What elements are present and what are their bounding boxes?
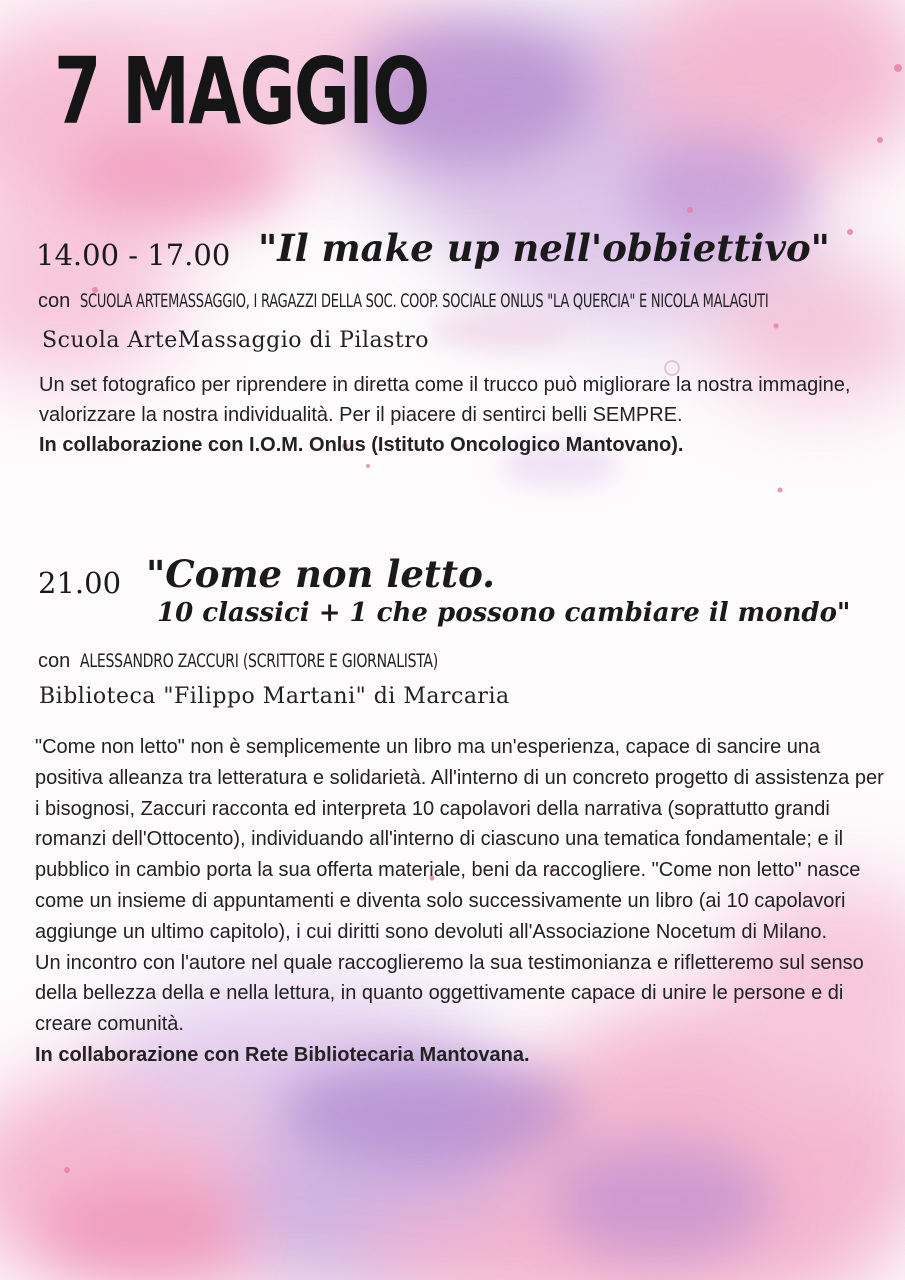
event-2-description-block (35, 732, 887, 1071)
event-2-collaboration: In collaborazione con Rete Bibliotecaria Mantovana. (35, 1043, 530, 1066)
event-2-guests-line (38, 650, 517, 673)
event-2-title-line2: 10 classici + 1 che possono cambiare il mondo" (157, 598, 851, 628)
event-1-description: Un set fotografico per riprendere in diretta come il trucco può migliorare la nostra immagine, valorizzare la nostra individualità. Per il piacere di sentirci belli SEMPRE. (39, 374, 851, 426)
date-heading: 7 MAGGIO (54, 38, 429, 145)
event-1-title: "Il make up nell'obbiettivo" (258, 226, 830, 270)
event-2-con-label: con (38, 650, 71, 672)
event-2-venue: Biblioteca "Filippo Martani" di Marcaria (39, 684, 510, 709)
event-1-time: 14.00 - 17.00 (36, 238, 231, 272)
event-1-guests: SCUOLA ARTEMASSAGGIO, I RAGAZZI DELLA SOC. COOP. SOCIALE ONLUS "LA QUERCIA" E NICOLA MALAGUTI (80, 290, 769, 312)
event-1-collaboration: In collaborazione con I.O.M. Onlus (Istituto Oncologico Mantovano). (39, 434, 684, 456)
event-1-venue: Scuola ArteMassaggio di Pilastro (42, 328, 429, 353)
event-1-description-block (39, 370, 889, 460)
event-2-description-2: Un incontro con l'autore nel quale raccoglieremo la sua testimonianza e rifletteremo sul senso della bellezza della e nella lettura, in quanto oggettivamente capace di unire le persone e di creare comunità. (35, 951, 864, 1036)
event-2-guests: ALESSANDRO ZACCURI (SCRITTORE E GIORNALISTA) (80, 650, 439, 672)
event-2-description-1: "Come non letto" non è semplicemente un libro ma un'esperienza, capace di sancire una positiva alleanza tra letteratura e solidarietà. All'interno di un concreto progetto di assistenza per i bisognosi, Zaccuri racconta ed interpreta 10 capolavori della narrativa (soprattutto grandi romanzi dell'Ottocento), individuando all'interno di ciascuno una tematica fondamentale; e il pubblico in cambio porta la sua offerta materiale, beni da raccogliere. "Come non letto" nasce come un insieme di appuntamenti e diventa solo successivamente un libro (ai 10 capolavori aggiunge un ultimo capitolo), i cui diritti sono devoluti all'Associazione Nocetum di Milano. (35, 736, 884, 943)
event-2-title-line1: "Come non letto. (146, 552, 496, 596)
event-2-time: 21.00 (38, 566, 122, 600)
event-1-guests-line (38, 290, 905, 313)
event-1-con-label: con (38, 290, 71, 312)
